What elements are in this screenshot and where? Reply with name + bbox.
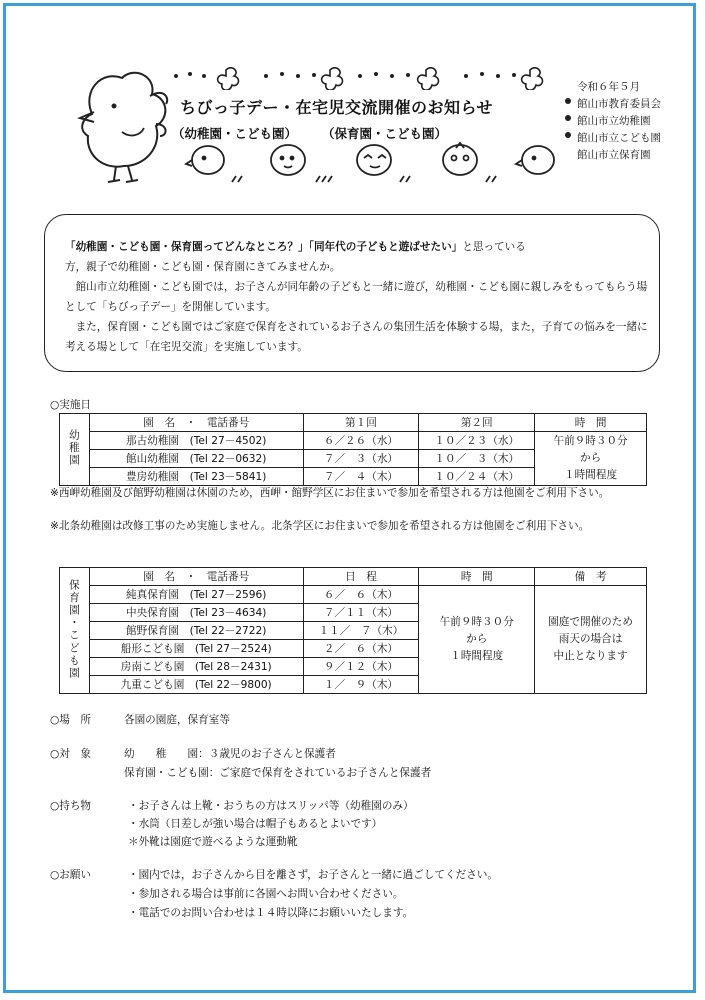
intro-para-nursery: また，保育園・こども園ではご家庭で保育をされているお子さんの集団生活を体験する場，また，子育ての悩みを一緒に考える場として「在宅児交流」を実施しています。 xyxy=(65,321,648,353)
issuer-bullets xyxy=(562,96,574,156)
second-date: １０／２４（木） xyxy=(419,468,535,486)
place-text: 各園の園庭，保育室等 xyxy=(124,714,230,726)
school-name: 館野保育園 (Tel 22－2722) xyxy=(89,622,303,640)
col-remarks: 備 考 xyxy=(535,568,647,586)
second-date: １０／ ３（木） xyxy=(419,450,535,468)
col-date: 日 程 xyxy=(303,568,419,586)
intro-para-kindergarten: 館山市立幼稚園・こども園では，お子さんが同年齢の子どもと一緒に遊び，幼稚園・こども園に親しみをもってもらう場として「ちびっ子デー」を開催しています。 xyxy=(65,281,648,313)
school-name: 九重こども園 (Tel 22－9800) xyxy=(89,676,303,694)
items-line-3: ＊外靴は園庭で遊べるような運動靴 xyxy=(128,836,298,848)
issuer-board: 館山市教育委員会 xyxy=(577,98,661,110)
kindergarten-group-label: 幼稚園 xyxy=(60,414,90,486)
school-name: 豊房幼稚園 (Tel 23－5841) xyxy=(89,468,303,486)
col-second: 第２回 xyxy=(419,414,535,432)
intro-quote: 「幼稚園・こども園・保育園ってどんなところ？」「同年代の子どもと遊ばせたい」 xyxy=(65,241,463,253)
issuer-kodomoen: 館山市立こども園 xyxy=(577,132,661,144)
event-date: ７／１１（木） xyxy=(303,604,419,622)
table-header-row xyxy=(60,414,647,432)
kindergarten-table xyxy=(59,413,647,486)
table-row xyxy=(60,432,647,450)
requests-line-2: ・参加される場合は事前に各園へお問い合わせください。 xyxy=(128,888,404,900)
issuer-block xyxy=(577,79,661,164)
items-label: ○持ち物 xyxy=(50,800,92,812)
note-closed-schools: ※西岬幼稚園及び館野幼稚園は休園のため，西岬・館野学区にお住まいで参加を希望される方は他園をご利用下さい。 xyxy=(50,487,610,499)
event-date: ９／１２（木） xyxy=(303,658,419,676)
issue-date: 令和６年５月 xyxy=(577,81,640,93)
subtitle-kindergarten: （幼稚園・こども園） xyxy=(172,126,298,141)
kindergarten-time: 午前９時３０分 から １時間程度 xyxy=(535,432,647,486)
chick-illustration xyxy=(64,62,176,190)
nursery-table xyxy=(59,567,647,694)
col-time: 時 間 xyxy=(419,568,535,586)
intro-line1-rest: と思っている xyxy=(462,241,526,253)
event-date: １／ ９（木） xyxy=(303,676,419,694)
first-date: ６／２６（水） xyxy=(303,432,419,450)
subtitle-nursery: （保育園・こども園） xyxy=(322,126,448,141)
school-name: 館山幼稚園 (Tel 22－0632) xyxy=(89,450,303,468)
intro-line2: 方，親子で幼稚園・こども園・保育園にきてみませんか。 xyxy=(65,261,341,273)
col-time: 時 間 xyxy=(535,414,647,432)
page-title: ちびっ子デー・在宅児交流開催のお知らせ xyxy=(180,98,494,117)
issuer-nursery: 館山市立保育園 xyxy=(577,149,651,161)
school-name: 船形こども園 (Tel 27－2524) xyxy=(89,640,303,658)
nursery-remarks: 園庭で開催のため 雨天の場合は 中止となります xyxy=(535,586,647,694)
intro-box xyxy=(44,214,660,372)
requests-line-1: ・園内では，お子さんから目を離さず，お子さんと一緒に過ごしてください。 xyxy=(128,869,498,881)
items-line-2: ・水筒（日差しが強い場合は帽子もあるとよいです） xyxy=(128,818,383,830)
school-name: 中央保育園 (Tel 23－4634) xyxy=(89,604,303,622)
col-name: 園 名 ・ 電話番号 xyxy=(89,414,303,432)
requests-label: ○お願い xyxy=(50,869,92,881)
small-chicks-decoration xyxy=(178,140,558,188)
schedule-label: ○実施日 xyxy=(50,399,92,411)
requests-line-3: ・電話でのお問い合わせは１４時以降にお願いいたします。 xyxy=(128,907,414,919)
target-kindergarten: 幼 稚 園：３歳児のお子さんと保護者 xyxy=(124,748,336,760)
event-date: ２／ ６（木） xyxy=(303,640,419,658)
school-name: 純真保育園 (Tel 27－2596) xyxy=(89,586,303,604)
event-date: ６／ ６（木） xyxy=(303,586,419,604)
second-date: １０／２３（水） xyxy=(419,432,535,450)
place-label: ○場 所 xyxy=(50,714,92,726)
nursery-group-label: 保育園・こども園 xyxy=(60,568,90,694)
items-line-1: ・お子さんは上靴・おうちの方はスリッパ等（幼稚園のみ） xyxy=(128,800,414,812)
nursery-time: 午前９時３０分 から １時間程度 xyxy=(419,586,535,694)
event-date: １１／ ７（木） xyxy=(303,622,419,640)
first-date: ７／ ４（木） xyxy=(303,468,419,486)
school-name: 那古幼稚園 (Tel 27－4502) xyxy=(89,432,303,450)
col-name: 園 名 ・ 電話番号 xyxy=(89,568,303,586)
col-first: 第１回 xyxy=(303,414,419,432)
issuer-kindergarten: 館山市立幼稚園 xyxy=(577,115,651,127)
first-date: ７／ ３（水） xyxy=(303,450,419,468)
table-header-row xyxy=(60,568,647,586)
school-name: 房南こども園 (Tel 28－2431) xyxy=(89,658,303,676)
dot-flower-decoration xyxy=(170,64,550,90)
target-label: ○対 象 xyxy=(50,748,92,760)
note-renovation: ※北条幼稚園は改修工事のため実施しません。北条学区にお住まいで参加を希望される方は他園をご利用下さい。 xyxy=(50,520,590,532)
target-nursery: 保育園・こども園：ご家庭で保育をされているお子さんと保護者 xyxy=(124,767,432,779)
table-row xyxy=(60,586,647,604)
